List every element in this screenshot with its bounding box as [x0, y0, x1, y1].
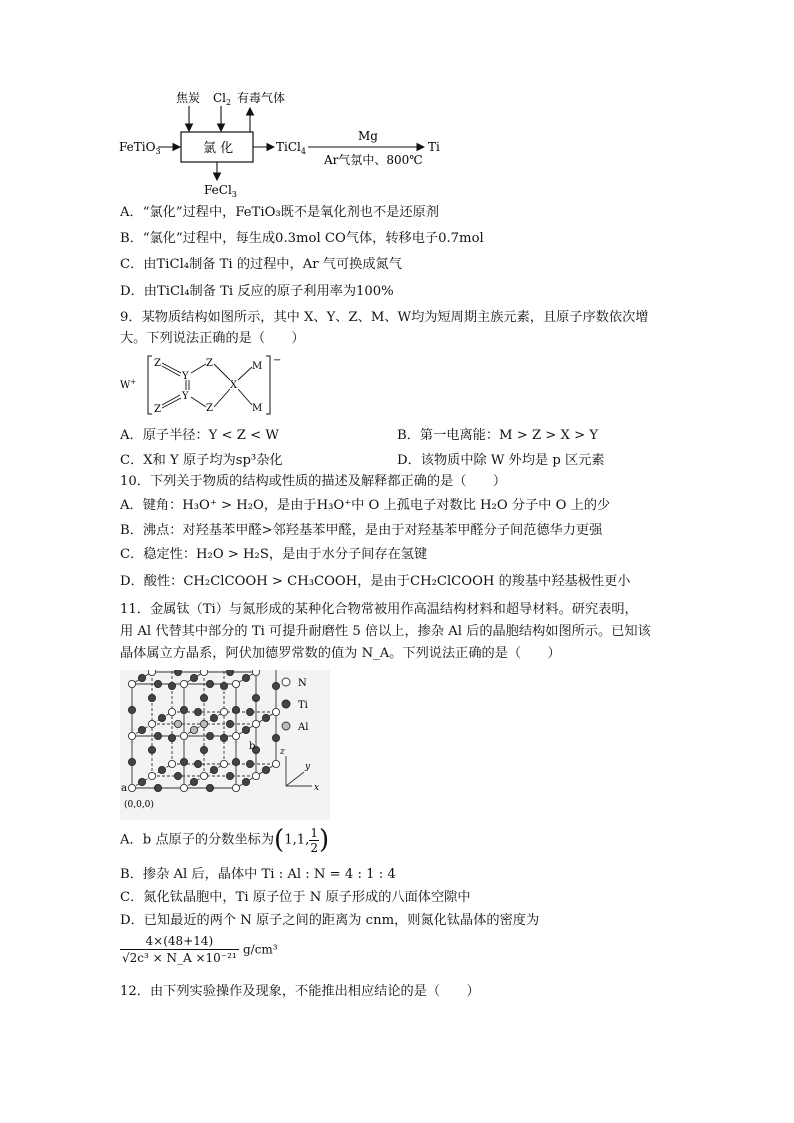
- axis-y-label: y: [305, 762, 311, 772]
- density-numerator: 4×(48+14): [120, 933, 239, 950]
- ti-atom: [262, 714, 269, 721]
- q9-structure: [118, 353, 293, 417]
- ti-atom: [168, 734, 175, 741]
- ti-atom: [252, 694, 259, 701]
- flow-diagram-svg: [118, 88, 458, 200]
- q11-stem-line2: 用 Al 代替其中部分的 Ti 可提升耐磨性 5 倍以上，掺杂 Al 后的晶胞结构如图所示。已知该: [120, 624, 651, 639]
- ticl4-label: TiCl$_4$: [276, 140, 306, 156]
- point-a-label: a: [121, 783, 127, 794]
- q11-option-b: B．掺杂 Al 后，晶体中 Ti : Al : N = 4 : 1 : 4: [120, 867, 396, 882]
- struct-m1: M: [252, 361, 263, 372]
- ti-atom: [246, 760, 253, 767]
- n-atom: [220, 760, 227, 767]
- toxic-gas-label: 有毒气体: [237, 91, 286, 105]
- legend-al-label: Al: [298, 722, 309, 733]
- n-atom: [200, 772, 207, 779]
- ti-atom: [180, 706, 187, 713]
- n-atom: [200, 670, 207, 676]
- ti-atom: [272, 734, 279, 741]
- q11-option-d: D．已知最近的两个 N 原子之间的距离为 cnm，则氮化钛晶体的密度为: [120, 913, 540, 928]
- n-atom: [252, 772, 259, 779]
- n-atom: [168, 708, 175, 715]
- n-atom: [252, 720, 259, 727]
- fetio3-label: FeTiO$_3$: [119, 140, 161, 156]
- q11-option-a-frac: [309, 826, 319, 855]
- legend-n-label: N: [298, 678, 307, 689]
- n-atom: [128, 732, 135, 739]
- ti-atom: [226, 670, 233, 676]
- cl2-label: $Cl_2$: [213, 91, 232, 107]
- ti-atom: [194, 760, 201, 767]
- ti-atom: [200, 746, 207, 753]
- n-atom: [128, 784, 135, 791]
- ti-atom: [232, 758, 239, 765]
- legend-al-marker: [282, 722, 290, 730]
- ti-atom: [180, 758, 187, 765]
- q8-option-d: D．由TiCl₄制备 Ti 反应的原子利用率为100%: [120, 284, 394, 299]
- density-unit: g/cm³: [242, 942, 278, 957]
- n-atom: [148, 720, 155, 727]
- ti-atom: [158, 714, 165, 721]
- q12-stem: 12．由下列实验操作及现象，不能推出相应结论的是（ ）: [120, 984, 480, 999]
- ti-atom: [232, 706, 239, 713]
- n-atom: [272, 708, 279, 715]
- n-atom: [168, 760, 175, 767]
- struct-w: W+: [120, 378, 137, 391]
- q8-option-c: C．由TiCl₄制备 Ti 的过程中，Ar 气可换成氮气: [120, 257, 402, 272]
- ti-atom: [128, 758, 135, 765]
- n-atom: [232, 732, 239, 739]
- al-atom: [200, 720, 207, 727]
- n-atom: [232, 680, 239, 687]
- q9-stem-line2: 大。下列说法正确的是（ ）: [120, 331, 305, 346]
- point-b-label: b: [249, 741, 256, 752]
- frac-num: 1: [310, 825, 319, 840]
- ti-atom: [262, 766, 269, 773]
- crystal-cell-figure: [120, 670, 330, 820]
- ti-atom: [220, 682, 227, 689]
- ti-atom: [206, 784, 213, 791]
- q9-option-b: B．第一电离能：M > Z > X > Y: [397, 428, 599, 443]
- q11-option-a-text: A．b 点原子的分数坐标为: [120, 832, 275, 848]
- ti-atom: [242, 726, 249, 733]
- n-atom: [148, 772, 155, 779]
- q11-option-a-coord: 1,1,: [284, 832, 310, 848]
- struct-x: X: [230, 380, 238, 391]
- n-atom: [272, 760, 279, 767]
- ti-atom: [272, 682, 279, 689]
- ti-atom: [154, 784, 161, 791]
- q9-stem-line1: 9．某物质结构如图所示，其中 X、Y、Z、M、W均为短周期主族元素，且原子序数依次增: [120, 310, 649, 325]
- ti-atom: [138, 674, 145, 681]
- ti-atom: [246, 708, 253, 715]
- n-atom: [128, 680, 135, 687]
- ti-atom: [242, 778, 249, 785]
- frac-den: 2: [310, 840, 319, 855]
- mg-label: Mg: [358, 129, 378, 143]
- fecl3-label: FeCl$_3$: [204, 183, 237, 199]
- ti-atom: [200, 694, 207, 701]
- ti-atom: [154, 732, 161, 739]
- n-atom: [232, 784, 239, 791]
- q10-option-c: C．稳定性：H₂O > H₂S，是由于水分子间存在氢键: [120, 547, 428, 562]
- q11-option-a: [120, 822, 329, 862]
- q9-option-d: D．该物质中除 W 外均是 p 区元素: [397, 453, 605, 468]
- n-atom: [180, 784, 187, 791]
- struct-z4: Z: [206, 403, 213, 414]
- crystal-cell-svg: [120, 670, 330, 820]
- struct-z3: Z: [206, 358, 213, 369]
- ti-atom: [168, 682, 175, 689]
- flow-diagram: [118, 88, 458, 200]
- q9-structure-svg: [118, 353, 293, 417]
- ti-atom: [148, 694, 155, 701]
- ti-atom: [128, 706, 135, 713]
- chlorination-label: 氯 化: [203, 141, 234, 156]
- ti-atom: [158, 766, 165, 773]
- ti-atom: [226, 772, 233, 779]
- ti-atom: [138, 726, 145, 733]
- paren-open: (: [274, 825, 285, 855]
- al-atom: [190, 726, 197, 733]
- ti-atom: [206, 680, 213, 687]
- legend-ti-marker: [282, 700, 290, 708]
- ti-atom: [194, 708, 201, 715]
- q11-stem-line3: 晶体属立方晶系，阿伏加德罗常数的值为 N_A。下列说法正确的是（ ）: [120, 646, 561, 661]
- q10-stem: 10．下列关于物质的结构或性质的描述及解释都正确的是（ ）: [120, 474, 507, 489]
- n-atom: [220, 708, 227, 715]
- density-denominator: √2c³ × N_A ×10⁻²¹: [122, 951, 237, 965]
- ti-label: Ti: [428, 140, 440, 154]
- ti-atom: [226, 720, 233, 727]
- q9-option-c: C．X和 Y 原子均为sp³杂化: [120, 453, 283, 468]
- q11-density-formula: [120, 933, 278, 966]
- legend-ti-label: Ti: [298, 700, 308, 711]
- axis-x-label: x: [314, 783, 320, 793]
- ti-atom: [206, 732, 213, 739]
- ti-atom: [210, 714, 217, 721]
- coke-label: 焦炭: [176, 91, 201, 105]
- q10-option-b: B．沸点：对羟基苯甲醛>邻羟基苯甲醛，是由于对羟基苯甲醛分子间范德华力更强: [120, 523, 603, 538]
- q10-option-a: A．键角：H₃O⁺ > H₂O，是由于H₃O⁺中 O 上孤电子对数比 H₂O 分子中 O 上的少: [120, 498, 611, 513]
- n-atom: [148, 670, 155, 676]
- ti-atom: [154, 680, 161, 687]
- ti-atom: [148, 746, 155, 753]
- condition-label: Ar气氛中、800℃: [324, 153, 423, 167]
- q9-option-a: A．原子半径：Y < Z < W: [120, 428, 279, 443]
- ti-atom: [174, 670, 181, 676]
- ti-atom: [190, 778, 197, 785]
- ti-atom: [190, 674, 197, 681]
- ti-atom: [220, 734, 227, 741]
- n-atom: [180, 732, 187, 739]
- origin-label: (0,0,0): [124, 800, 154, 810]
- al-atom: [174, 720, 181, 727]
- n-atom: [252, 670, 259, 676]
- struct-z2: Z: [154, 404, 161, 415]
- density-fraction: [120, 933, 239, 966]
- struct-y2: Y: [182, 391, 189, 402]
- axis-z-label: z: [280, 747, 285, 757]
- q8-option-a: A．“氯化”过程中，FeTiO₃既不是氧化剂也不是还原剂: [120, 205, 439, 220]
- struct-charge: −: [273, 355, 282, 366]
- q11-stem-line1: 11．金属钛（Ti）与氮形成的某种化合物常被用作高温结构材料和超导材料。研究表明，: [120, 602, 638, 617]
- ti-atom: [138, 778, 145, 785]
- ti-atom: [210, 766, 217, 773]
- ti-atom: [242, 674, 249, 681]
- ti-atom: [174, 772, 181, 779]
- struct-m2: M: [252, 403, 263, 414]
- paren-close: ): [319, 825, 330, 855]
- q8-option-b: B．“氯化”过程中，每生成0.3mol CO气体，转移电子0.7mol: [120, 231, 484, 246]
- q11-option-c: C．氮化钛晶胞中，Ti 原子位于 N 原子形成的八面体空隙中: [120, 890, 471, 905]
- legend-n-marker: [282, 678, 290, 686]
- q10-option-d: D．酸性：CH₂ClCOOH > CH₃COOH，是由于CH₂ClCOOH 的羧基中羟基极性更小: [120, 574, 631, 589]
- struct-z1: Z: [154, 358, 161, 369]
- struct-y1: Y: [182, 371, 189, 382]
- n-atom: [180, 680, 187, 687]
